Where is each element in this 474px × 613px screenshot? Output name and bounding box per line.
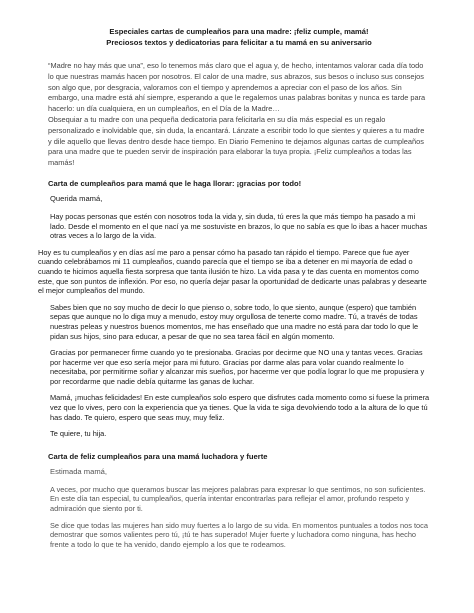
page-title: Especiales cartas de cumpleaños para una madre: ¡feliz cumple, mamá! xyxy=(109,27,369,36)
letter1-paragraph-3: Sabes bien que no soy mucho de decir lo que pienso o, sobre todo, lo que siento, aunque (espero) que también sepas que aunque no lo diga muy a menudo, estoy muy orgullosa de tenerte como madre. Tú, a través de todas nuestras peleas y nuestros buenos momentos, me has enseñado que una madre no está para dar todo lo que le pidan sus hijos, sino para educar, a pesar de que no sea tarea fácil en algún momento. xyxy=(50,302,419,341)
letter1-paragraph-5: Mamá, ¡muchas felicidades! En este cumpleaños solo espero que disfrutes cada momento como si fuese la primera vez que lo vives, pero con la experiencia que ya tienes. Que la vida te siga devolviendo todo a la altura de lo que tú has dado. Te quiero, espero que seas muy, muy feliz. xyxy=(50,393,430,422)
intro-paragraph-2: Obsequiar a tu madre con una pequeña dedicatoria para felicitarla en su día más especial es un regalo personalizado e inolvidable que, sin duda, la encantará. Lánzate a escribir todo lo que sientes y quieres a tu madre y dile aquello que llevas dentro desde hace tiempo. En Diario Femenino te dejamos algunas cartas de cumpleaños para una madre que te pueden servir de inspiración para elaborar la tuya propia. ¡Feliz cumpleaños a todas las mamás! xyxy=(48,114,425,168)
letter2-greeting: Estimada mamá, xyxy=(50,466,107,476)
letter1-paragraph-1: Hay pocas personas que estén con nosotros toda la vida y, sin duda, tú eres la que más tiempo ha pasado a mi lado. Desde el momento en el que nací ya me sostuviste en brazos, lo que no sabía es que lo ibas a hacer muchas otras veces a lo largo de la vida. xyxy=(50,211,428,241)
letter1-greeting: Querida mamá, xyxy=(50,193,103,203)
page-subtitle: Preciosos textos y dedicatorias para felicitar a tu mamá en su aniversario xyxy=(106,38,372,47)
letter2-paragraph-1: A veces, por mucho que queramos buscar las mejores palabras para expresar lo que sentimos, no son suficientes. En este día tan especial, tu cumpleaños, quería intentar encontrarlas para reflejar el amor, profundo respeto y admiración que siento por ti. xyxy=(50,484,426,514)
letter2-paragraph-2: Se dice que todas las mujeres han sido muy fuertes a lo largo de su vida. En momentos puntuales a todos nos toca demostrar que somos valientes pero tú, ¡tú te has superado! Mujer fuerte y luchadora como ninguna, has hecho frente a todo lo que te ha venido, dando ejemplo a los que te rodeamos. xyxy=(50,520,428,549)
letter2-heading: Carta de feliz cumpleaños para una mamá luchadora y fuerte xyxy=(48,451,268,461)
letter1-paragraph-4: Gracias por permanecer firme cuando yo te presionaba. Gracias por decirme que NO una y tantas veces. Gracias por hacerme ver que eso sería mejor para mi futuro. Gracias por darme alas para volar cuando realmente lo necesitaba, por permitirme soñar y alcanzar mis sueños, por hacerme ver que podía lograr lo que me propusiera y por recordarme que nadie debía quitarme las ganas de luchar. xyxy=(50,348,425,386)
letter1-closing: Te quiere, tu hija. xyxy=(50,429,107,439)
letter1-heading: Carta de cumpleaños para mamá que le haga llorar: ¡gracias por todo! xyxy=(48,178,302,188)
intro-paragraph-1: “Madre no hay más que una”, eso lo tenemos más claro que el agua y, de hecho, intentamos valorar cada día todo lo que nuestras mamás hacen por nosotros. El calor de una madre, sus abrazos, sus besos o incluso sus consejos son algo que, por desgracia, valoramos con el tiempo y aprendemos a apreciar con el paso de los años. Sin embargo, una madre está ahí siempre, esperando a que le regalemos unas palabras bonitas y nunca es tarde para hacerlo: un día cualquiera, en un cumpleaños, en el Día de la Madre… xyxy=(48,61,426,114)
letter1-paragraph-2: Hoy es tu cumpleaños y en días así me paro a pensar cómo ha pasado tan rápido el tiempo. Parece que fue ayer cuando celebrábamos mi 11 cumpleaños, cuando parecía que el tiempo se iba a detener en mi mayoría de edad o cuando te hicimos aquella fiesta sorpresa que tanta ilusión te hizo. La vida pasa y te das cuenta en momentos como este, que son puntos de inflexión. Por eso, no quería dejar pasar la oportunidad de dedicarte unas palabras y desearte el mejor cumpleaños del mundo. xyxy=(38,247,427,296)
